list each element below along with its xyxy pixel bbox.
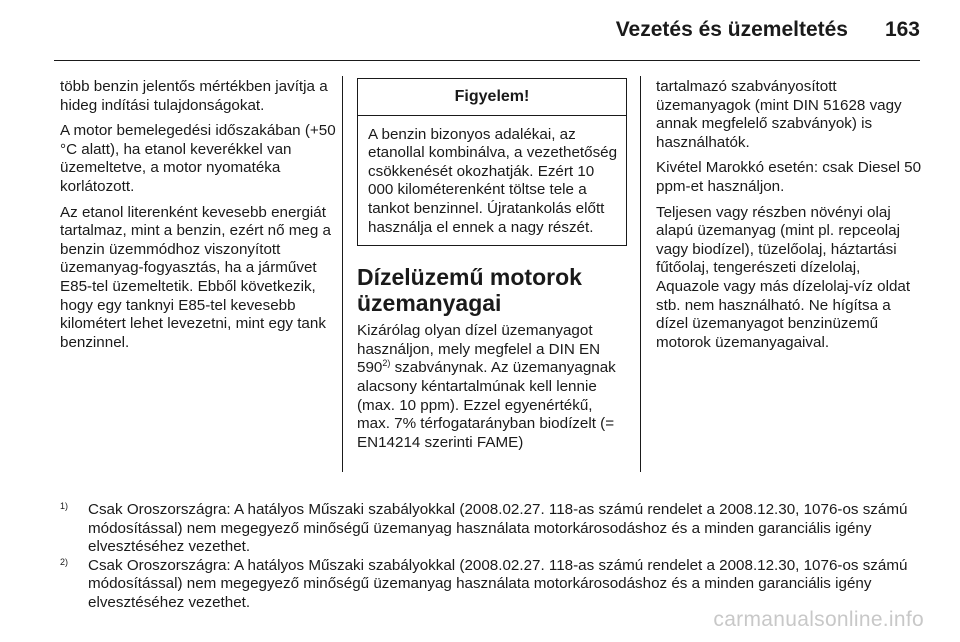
- page-header: [0, 14, 960, 54]
- header-divider: [54, 60, 920, 61]
- paragraph: [357, 322, 627, 452]
- footnote: [60, 501, 930, 557]
- watermark: carmanualsonline.info: [713, 608, 924, 631]
- section-title: Dízelüzemű motorok üzemanyagai: [357, 264, 582, 317]
- paragraph: A motor bemelegedési időszakában (+50 °C alatt), ha etanol keverékkel van üzemeltetve, a motor nyomatéka korlátozott.: [60, 122, 336, 195]
- footnote-mark: 1): [60, 501, 69, 511]
- column-right: [656, 78, 926, 359]
- column-left: [60, 78, 338, 359]
- column-middle: [357, 78, 627, 459]
- column-divider-2: [640, 76, 641, 472]
- footnote-mark: 2): [60, 556, 69, 567]
- page-number: 163: [884, 18, 920, 41]
- paragraph-text: Kizárólag olyan dízel üzemanyagot használjon, mely megfelel a DIN EN 590: [357, 322, 601, 377]
- paragraph: tartalmazó szabványosított üzemanyagok (mint DIN 51628 vagy annak megfelelő szabványok) is használhatók.: [656, 78, 902, 151]
- footnote-reference: 2): [382, 358, 391, 369]
- footnotes: [60, 501, 930, 613]
- paragraph: Teljesen vagy részben növényi olaj alapú üzemanyag (mint pl. repceolaj vagy biodízel), tüzelőolaj, háztartási fűtőolaj, tengerészeti dízelolaj, Aquazole vagy más dízelolaj-víz oldat stb. nem használható. Ne hígítsa a dízel üzemanyagot benzinüzemű motorok üzemanyagaival.: [656, 203, 911, 351]
- footnote-text: Csak Oroszországra: A hatályos Műszaki szabályokkal (2008.02.27. 118-as számú rendelet a 2008.12.30, 1076-os számú módosítással) nem megegyező minőségű üzemanyag használata motorkárosodáshoz és a minden garanciális igény elvesztéséhez vezethet.: [88, 556, 908, 611]
- footnote: [60, 557, 930, 613]
- warning-heading: Figyelem!: [358, 79, 626, 116]
- paragraph: több benzin jelentős mértékben javítja a hideg indítási tulajdonságokat.: [60, 78, 328, 114]
- column-divider-1: [342, 76, 343, 472]
- paragraph: Az etanol literenként kevesebb energiát tartalmaz, mint a benzin, ezért nő meg a benzin üzemmódhoz viszonyított üzemanyag-fogyasztás, ha a járművet E85-tel üzemeltetik. Ebből következik, hogy egy tanknyi E85-tel kevesebb kilométert lehet levezetni, mint egy tank benzinnel.: [60, 203, 331, 351]
- paragraph: Kivétel Marokkó esetén: csak Diesel 50 ppm-et használjon.: [656, 159, 922, 195]
- page-title: Vezetés és üzemeltetés: [615, 18, 848, 41]
- paragraph-text: szabványnak. Az üzemanyagnak alacsony kéntartalmúnak kell lennie (max. 10 ppm). Ezzel egyenértékű, max. 7% térfogatarányban biodízelt (= EN14214 szerinti FAME): [357, 359, 616, 451]
- warning-box: [357, 78, 627, 246]
- warning-text: A benzin bizonyos adalékai, az etanollal kombinálva, a vezethetőség csökkenését okozhatják. Ezért 10 000 kilométerenként töltse tele a tankot benzinnel. Újratankolás előtt használja el ennek a nagy részét.: [368, 125, 618, 236]
- footnote-text: Csak Oroszországra: A hatályos Műszaki szabályokkal (2008.02.27. 118-as számú rendelet a 2008.12.30, 1076-os számú módosítással) nem megegyező minőségű üzemanyag használata motorkárosodáshoz és a minden garanciális igény elvesztéséhez vezethet.: [88, 501, 908, 556]
